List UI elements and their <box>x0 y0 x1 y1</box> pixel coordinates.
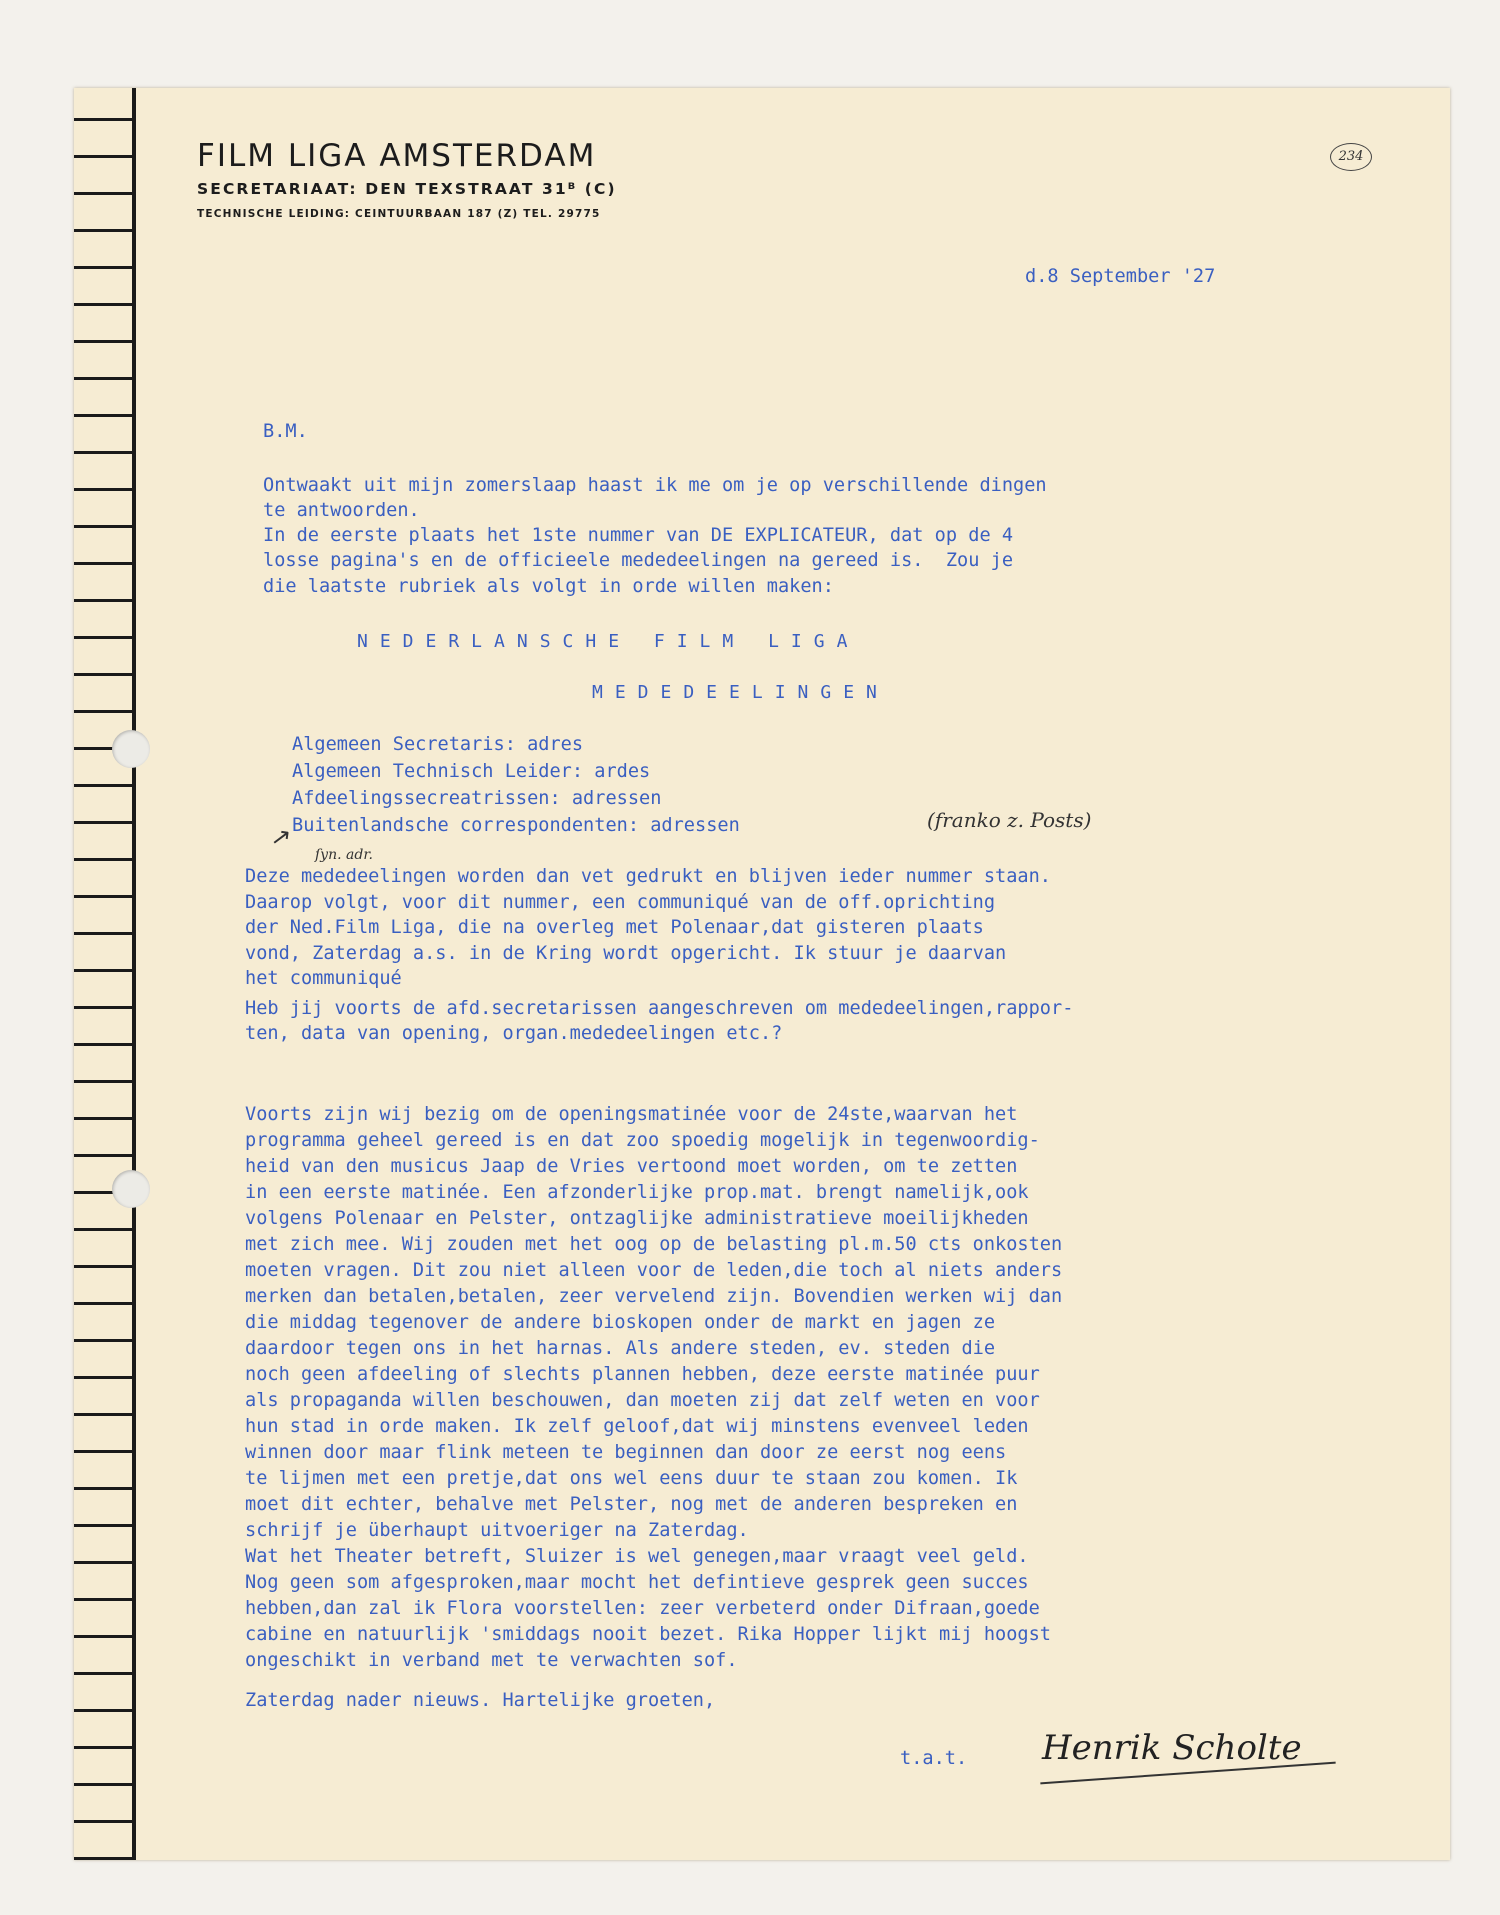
letter-date: d.8 September '27 <box>1025 266 1216 287</box>
letterhead-title: FILM LIGA AMSTERDAM <box>197 138 597 174</box>
letterhead <box>197 138 617 220</box>
list-line: Algemeen Technisch Leider: ardes <box>292 761 651 782</box>
para2-line: Daarop volgt, voor dit nummer, een communiqué van de off.oprichting <box>245 892 996 913</box>
para3-line: Voorts zijn wij bezig om de openingsmatinée voor de 24ste,waarvan het <box>245 1104 1018 1125</box>
para3-line: in een eerste matinée. Een afzonderlijke prop.mat. brengt namelijk,ook <box>245 1182 1029 1203</box>
para3-line: te lijmen met een pretje,dat ons wel eens duur te staan zou komen. Ik <box>245 1468 1018 1489</box>
intro-line: te antwoorden. <box>263 500 420 521</box>
para3-line: moet dit echter, behalve met Pelster, nog met de anderen bespreken en <box>245 1494 1018 1515</box>
para3-line: hun stad in orde maken. Ik zelf geloof,dat wij minstens evenveel leden <box>245 1416 1029 1437</box>
intro-line: In de eerste plaats het 1ste nummer van DE EXPLICATEUR, dat op de 4 <box>263 525 1014 546</box>
para3-line: programma geheel gereed is en dat zoo spoedig mogelijk in tegenwoordig- <box>245 1130 1040 1151</box>
margin-ladder-stripes <box>74 88 136 1860</box>
punch-hole-bottom <box>112 1170 150 1208</box>
letterhead-secretariat: SECRETARIAAT: DEN TEXSTRAAT 31ᴮ (C) <box>197 180 617 198</box>
handwritten-annotation-inline: (franko z. Posts) <box>927 808 1092 832</box>
punch-hole-top <box>112 730 150 768</box>
para3-line: moeten vragen. Dit zou niet alleen voor de leden,die toch al niets anders <box>245 1260 1063 1281</box>
signature: Henrik Scholte <box>1042 1728 1302 1768</box>
para3-line: cabine en natuurlijk 'smiddags nooit bezet. Rika Hopper lijkt mij hoogst <box>245 1624 1051 1645</box>
list-line: Buitenlandsche correspondenten: adressen <box>292 815 740 836</box>
para3-line: met zich mee. Wij zouden met het oog op de belasting pl.m.50 cts onkosten <box>245 1234 1063 1255</box>
para3-line: die middag tegenover de andere bioskopen onder de markt en jagen ze <box>245 1312 996 1333</box>
para2-line: der Ned.Film Liga, die na overleg met Polenaar,dat gisteren plaats <box>245 917 984 938</box>
para3-line: Wat het Theater betreft, Sluizer is wel genegen,maar vraagt veel geld. <box>245 1546 1029 1567</box>
intro-line: losse pagina's en de officieele mededeelingen na gereed is. Zou je <box>263 550 1014 571</box>
intro-line: die laatste rubriek als volgt in orde willen maken: <box>263 576 834 597</box>
para2-line: het communiqué <box>245 968 402 989</box>
intro-line: Ontwaakt uit mijn zomerslaap haast ik me om je op verschillende dingen <box>263 475 1047 496</box>
para3-line: Nog geen som afgesproken,maar mocht het defintieve gesprek geen succes <box>245 1572 1029 1593</box>
para3-line: merken dan betalen,betalen, zeer vervelend zijn. Bovendien werken wij dan <box>245 1286 1063 1307</box>
margin-rule <box>132 88 136 1860</box>
para3-line: daardoor tegen ons in het harnas. Als andere steden, ev. steden die <box>245 1338 996 1359</box>
para3-line: winnen door maar flink meteen te beginnen dan door ze eerst nog eens <box>245 1442 1007 1463</box>
archive-number: 234 <box>1330 143 1372 171</box>
para3-line: hebben,dan zal ik Flora voorstellen: zeer verbeterd onder Difraan,goede <box>245 1598 1040 1619</box>
handwritten-annotation-above: ſyn. adr. <box>315 847 373 863</box>
typist-initials: t.a.t. <box>900 1748 968 1769</box>
letterhead-technical: TECHNISCHE LEIDING: CEINTUURBAAN 187 (Z) TEL. 29775 <box>197 208 601 220</box>
para2-line: ten, data van opening, organ.mededeelingen etc.? <box>245 1023 783 1044</box>
para3-line: volgens Polenaar en Pelster, ontzaglijke administratieve moeilijkheden <box>245 1208 1029 1229</box>
para2-line: Heb jij voorts de afd.secretarissen aangeschreven om mededeelingen,rappor- <box>245 998 1074 1019</box>
para3-line: schrijf je überhaupt uitvoeriger na Zaterdag. <box>245 1520 749 1541</box>
closing-line: Zaterdag nader nieuws. Hartelijke groeten, <box>245 1690 716 1711</box>
para3-line: als propaganda willen beschouwen, dan moeten zij dat zelf weten en voor <box>245 1390 1040 1411</box>
para3-line: heid van den musicus Jaap de Vries vertoond moet worden, om te zetten <box>245 1156 1018 1177</box>
heading-film-liga: NEDERLANSCHE FILM LIGA <box>357 631 860 652</box>
para2-line: Deze mededeelingen worden dan vet gedrukt en blijven ieder nummer staan. <box>245 866 1051 887</box>
para2-line: vond, Zaterdag a.s. in de Kring wordt opgericht. Ik stuur je daarvan <box>245 943 1007 964</box>
para3-line: ongeschikt in verband met te verwachten sof. <box>245 1650 738 1671</box>
para3-line: noch geen afdeeling of slechts plannen hebben, deze eerste matinée puur <box>245 1364 1040 1385</box>
arrow-icon: ↗ <box>269 822 293 853</box>
heading-mededeelingen: MEDEDEELINGEN <box>592 682 889 703</box>
list-line: Afdeelingssecreatrissen: adressen <box>292 788 662 809</box>
list-line: Algemeen Secretaris: adres <box>292 734 584 755</box>
salutation: B.M. <box>263 421 308 442</box>
